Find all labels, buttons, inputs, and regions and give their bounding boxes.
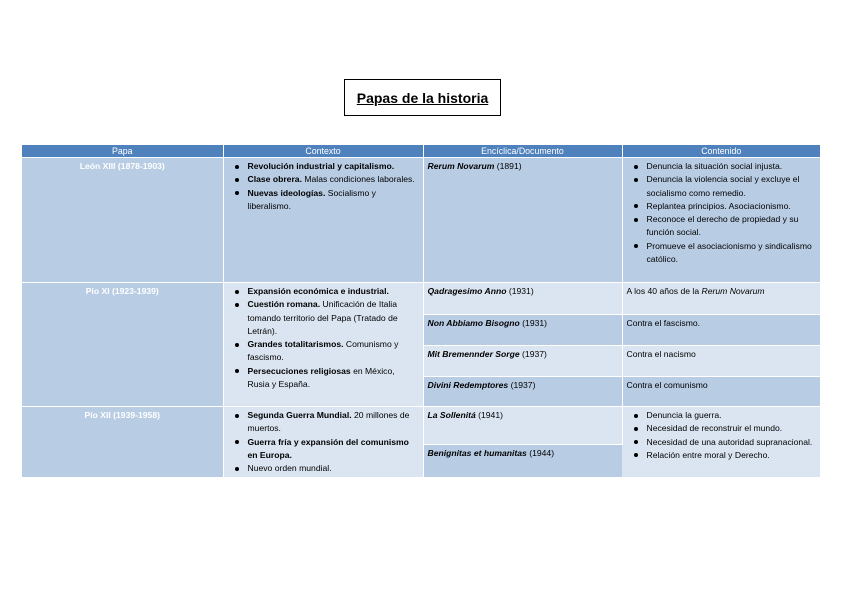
pope-cell: León XIII (1878-1903) bbox=[22, 158, 223, 283]
title-box bbox=[344, 79, 501, 116]
content-cell: A los 40 años de la Rerum Novarum bbox=[622, 283, 820, 315]
pope-cell: Pío XII (1939-1958) bbox=[22, 407, 223, 478]
page-title: Papas de la historia bbox=[356, 89, 489, 106]
context-item: Nuevas ideologías. Socialismo y liberalismo. bbox=[248, 187, 419, 214]
document-cell: Qadragesimo Anno (1931) bbox=[423, 283, 622, 315]
header-papa: Papa bbox=[22, 145, 223, 158]
document-cell: Non Abbiamo Bisogno (1931) bbox=[423, 315, 622, 346]
document-title: Benignitas et humanitas bbox=[427, 447, 527, 458]
content-item: Necesidad de una autoridad supranacional. bbox=[647, 436, 817, 449]
content-item: Necesidad de reconstruir el mundo. bbox=[647, 422, 817, 435]
document-title: La Sollenitá bbox=[427, 410, 476, 420]
content-item: Denuncia la guerra. bbox=[647, 409, 817, 422]
document-title: Qadragesimo Anno bbox=[427, 286, 507, 296]
document-cell: Divini Redemptores (1937) bbox=[423, 377, 622, 407]
content-item: Denuncia la situación social injusta. bbox=[647, 160, 817, 173]
popes-table bbox=[22, 145, 820, 477]
header-enciclica: Encíclica/Documento bbox=[423, 145, 622, 158]
context-item: Nuevo orden mundial. bbox=[248, 462, 419, 475]
document-title: Mit Bremennder Sorge bbox=[427, 349, 520, 359]
content-cell: Contra el nacismo bbox=[622, 346, 820, 377]
context-item: Clase obrera. Malas condiciones laborales. bbox=[248, 173, 419, 186]
document-cell: Mit Bremennder Sorge (1937) bbox=[423, 346, 622, 377]
context-item: Persecuciones religiosas en México, Rusia y España. bbox=[248, 365, 419, 392]
context-cell bbox=[223, 283, 423, 407]
context-item: Revolución industrial y capitalismo. bbox=[248, 160, 419, 173]
document-cell: Rerum Novarum (1891) bbox=[423, 158, 622, 283]
table-header-row bbox=[22, 145, 820, 158]
context-item: Segunda Guerra Mundial. 20 millones de muertos. bbox=[248, 409, 419, 436]
content-cell bbox=[622, 158, 820, 283]
content-item: Denuncia la violencia social y excluye el socialismo como remedio. bbox=[647, 173, 817, 200]
content-cell bbox=[622, 407, 820, 478]
context-cell bbox=[223, 407, 423, 478]
table-row bbox=[22, 283, 820, 315]
document-title: Rerum Novarum bbox=[427, 161, 495, 171]
document-title: Non Abbiamo Bisogno bbox=[427, 318, 520, 328]
document-cell: La Sollenitá (1941) bbox=[423, 407, 622, 445]
header-contexto: Contexto bbox=[223, 145, 423, 158]
table-row bbox=[22, 407, 820, 445]
content-item: Replantea principios. Asociacionismo. bbox=[647, 200, 817, 213]
content-item: Reconoce el derecho de propiedad y su función social. bbox=[647, 213, 817, 240]
content-item: Relación entre moral y Derecho. bbox=[647, 449, 817, 462]
content-item: Promueve el asociacionismo y sindicalismo católico. bbox=[647, 240, 817, 267]
context-item: Guerra fría y expansión del comunismo en Europa. bbox=[248, 436, 419, 463]
table-row bbox=[22, 158, 820, 283]
document-cell: Benignitas et humanitas (1944) bbox=[423, 444, 622, 477]
pope-cell: Pío XI (1923-1939) bbox=[22, 283, 223, 407]
context-item: Cuestión romana. Unificación de Italia tomando territorio del Papa (Tratado de Letrán). bbox=[248, 298, 419, 338]
context-item: Expansión económica e industrial. bbox=[248, 285, 419, 298]
context-cell bbox=[223, 158, 423, 283]
context-item: Grandes totalitarismos. Comunismo y fascismo. bbox=[248, 338, 419, 365]
content-cell: Contra el comunismo bbox=[622, 377, 820, 407]
document-title: Divini Redemptores bbox=[427, 380, 509, 390]
content-cell: Contra el fascismo. bbox=[622, 315, 820, 346]
header-contenido: Contenido bbox=[622, 145, 820, 158]
